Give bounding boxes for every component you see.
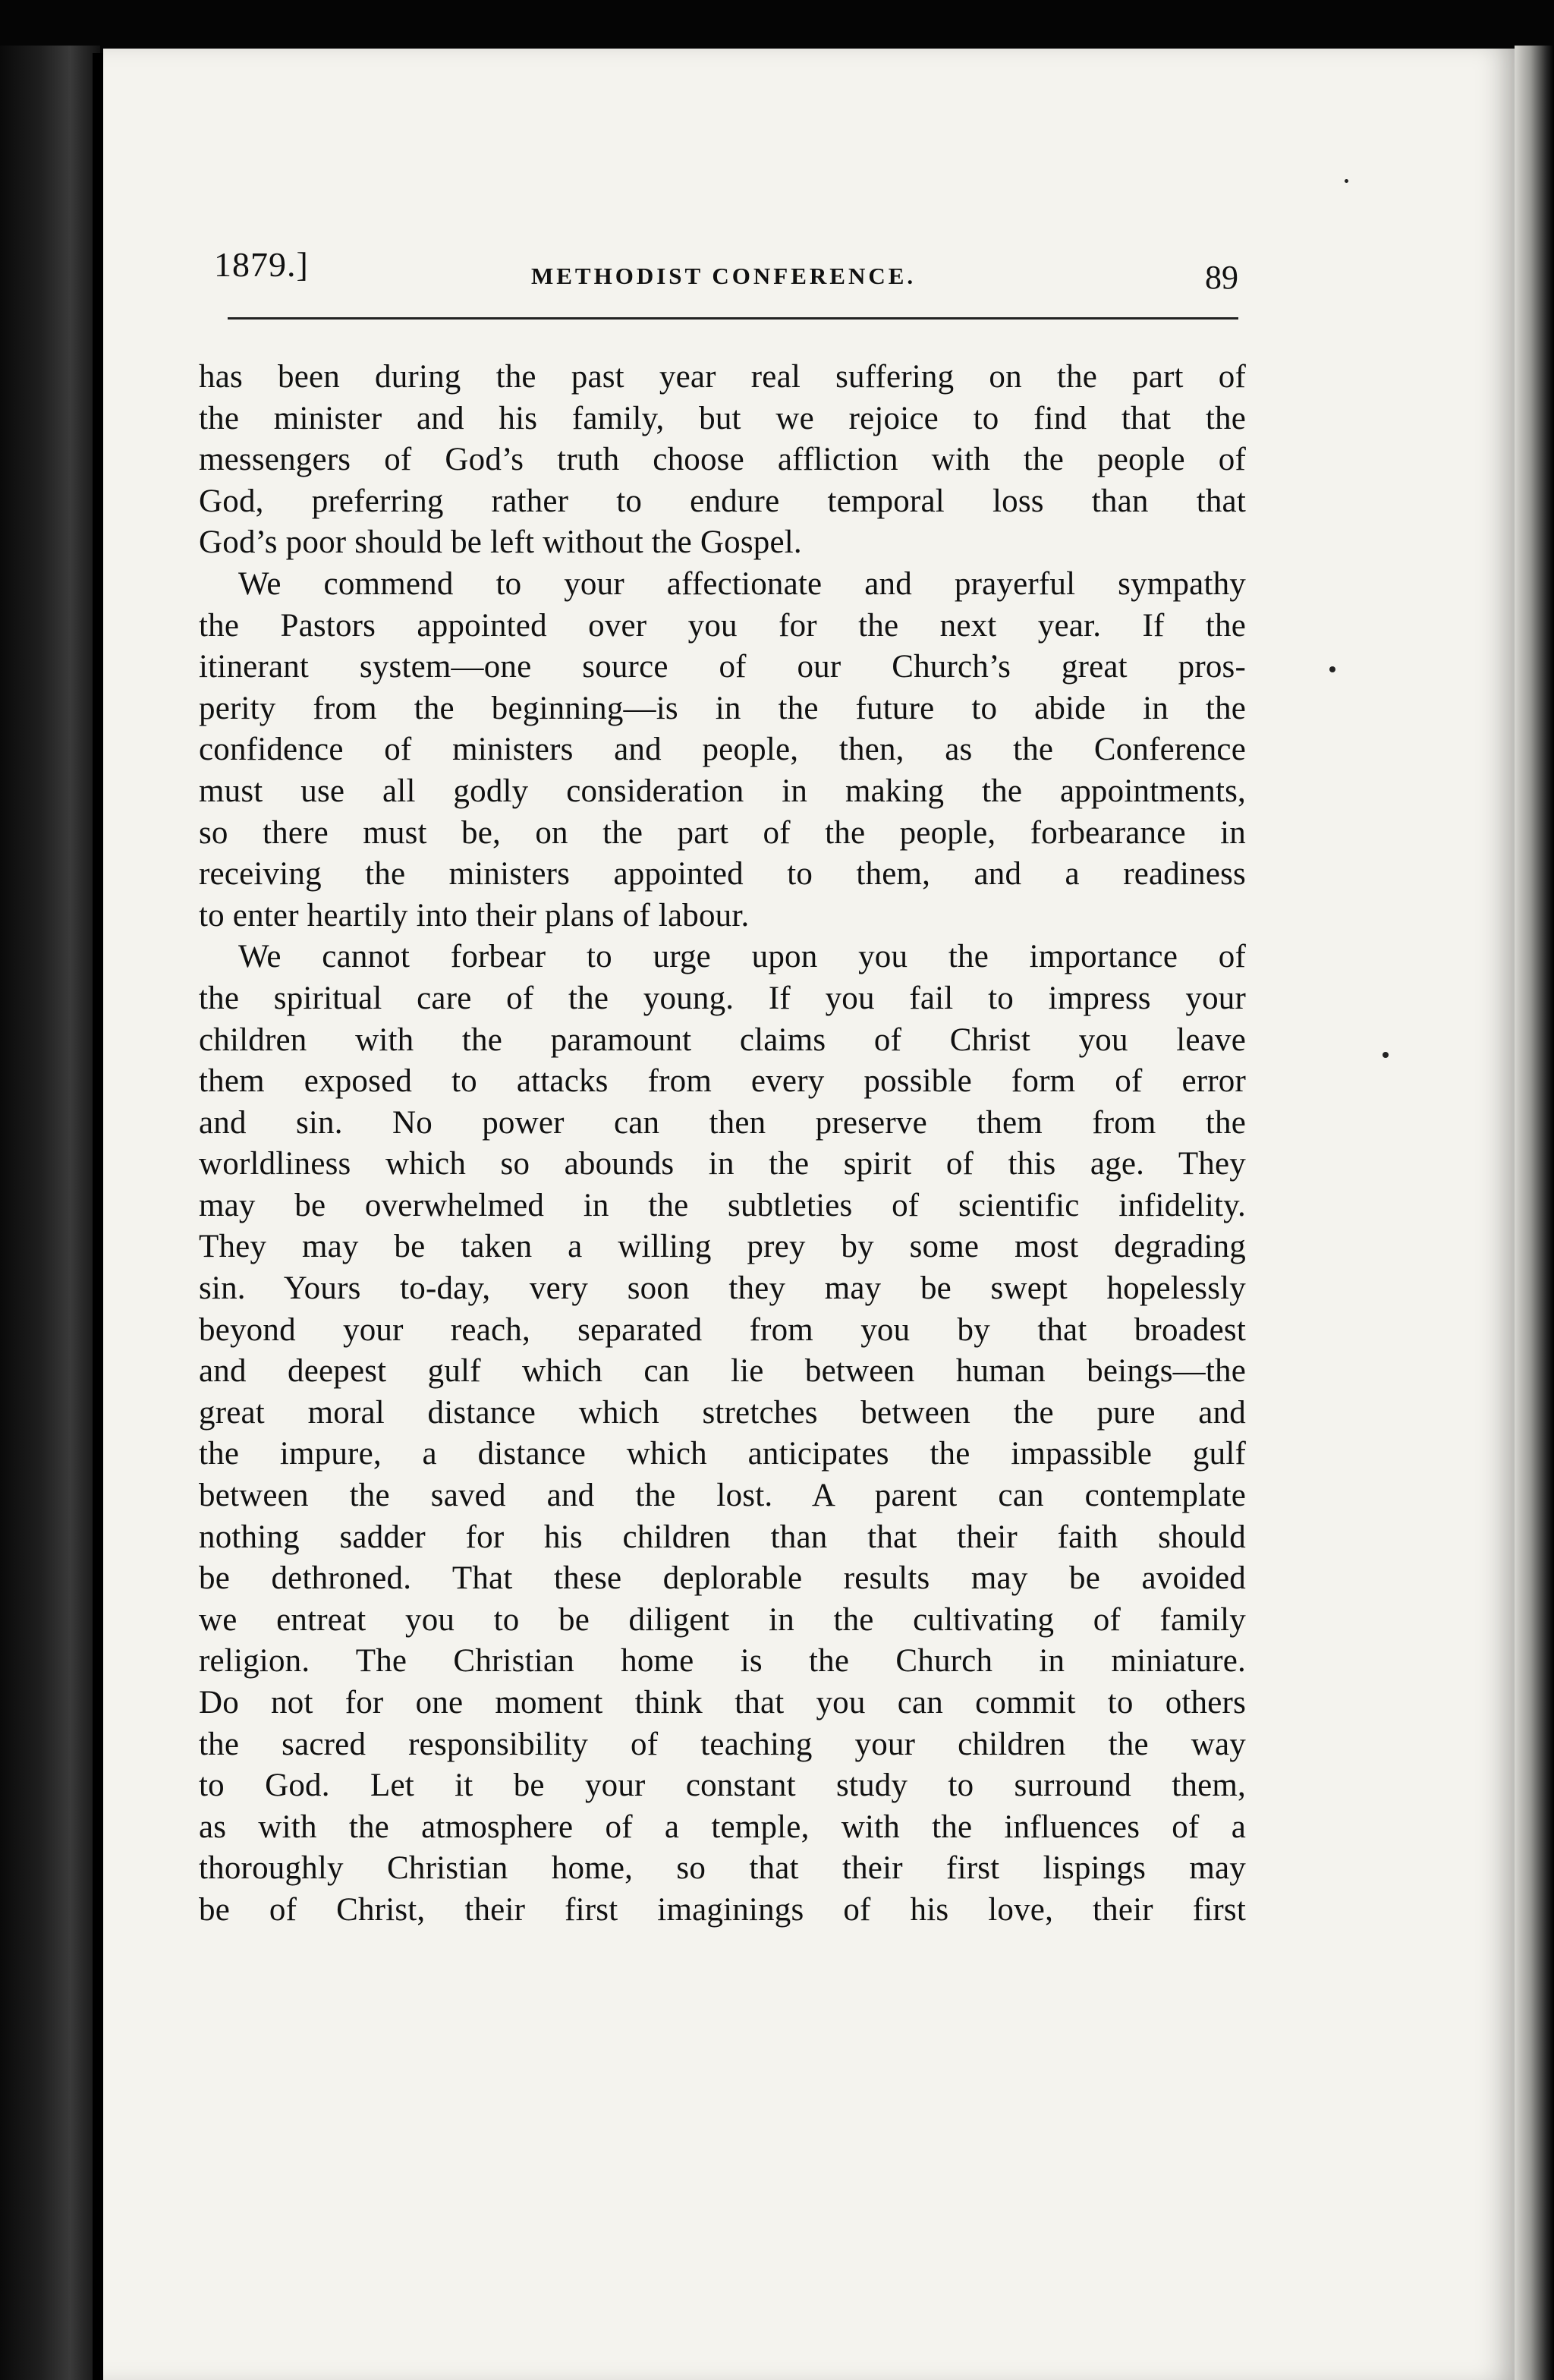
text-line: itinerant system—one source of our Church’s great pros-	[199, 649, 1246, 685]
text-line: and deepest gulf which can lie between human beings—the	[199, 1353, 1246, 1390]
text-line: may be overwhelmed in the subtleties of scientific infidelity.	[199, 1187, 1246, 1223]
text-line: perity from the beginning—is in the future to abide in the	[199, 690, 1246, 726]
text-line: beyond your reach, separated from you by that broadest	[199, 1311, 1246, 1348]
paragraph-1	[199, 357, 1246, 564]
text-line: be dethroned. That these deplorable results may be avoided	[199, 1560, 1246, 1597]
text-line: God, preferring rather to endure temporal loss than that	[199, 483, 1246, 519]
text-line: receiving the ministers appointed to them, and a readiness	[199, 856, 1246, 892]
text-line: and sin. No power can then preserve them from the	[199, 1104, 1246, 1141]
header-year: 1879.]	[214, 245, 309, 284]
text-line: so there must be, on the part of the people, forbearance in	[199, 814, 1246, 851]
header-rule	[228, 317, 1238, 320]
page-number: 89	[1205, 259, 1238, 296]
text-line: We commend to your affectionate and prayerful sympathy	[238, 565, 1246, 602]
scan-speck	[1383, 1052, 1389, 1058]
running-header	[206, 244, 1254, 305]
text-line: religion. The Christian home is the Church in miniature.	[199, 1643, 1246, 1680]
text-line: to enter heartily into their plans of labour.	[199, 897, 750, 933]
text-line: worldliness which so abounds in the spirit of this age. They	[199, 1146, 1246, 1182]
text-line: God’s poor should be left without the Gospel.	[199, 524, 802, 561]
text-line: the sacred responsibility of teaching your children the way	[199, 1726, 1246, 1762]
text-line: them exposed to attacks from every possible form of error	[199, 1063, 1246, 1100]
text-line: has been during the past year real suffering on the part of	[199, 359, 1246, 395]
text-line: nothing sadder for his children than that their faith should	[199, 1519, 1246, 1555]
body-text	[199, 357, 1246, 1931]
scan-speck	[1329, 666, 1335, 672]
text-line: the Pastors appointed over you for the next year. If the	[199, 607, 1246, 644]
text-line: children with the paramount claims of Christ you leave	[199, 1022, 1246, 1058]
text-line: the spiritual care of the young. If you fail to impress your	[199, 980, 1246, 1016]
text-line: be of Christ, their first imaginings of his love, their first	[199, 1891, 1246, 1928]
scan-speck	[1345, 179, 1348, 183]
text-line: sin. Yours to-day, very soon they may be swept hopelessly	[199, 1270, 1246, 1307]
text-line: We cannot forbear to urge upon you the importance of	[238, 939, 1246, 975]
text-line: confidence of ministers and people, then, as the Conference	[199, 732, 1246, 768]
text-line: Do not for one moment think that you can commit to others	[199, 1685, 1246, 1720]
text-line: between the saved and the lost. A parent can contemplate	[199, 1478, 1246, 1514]
text-line: the impure, a distance which anticipates the impassible gulf	[199, 1436, 1246, 1472]
book-spine	[93, 53, 103, 2380]
text-line: great moral distance which stretches between the pure and	[199, 1394, 1246, 1431]
text-line: They may be taken a willing prey by some most degrading	[199, 1229, 1246, 1265]
text-line: we entreat you to be diligent in the cultivating of family	[199, 1601, 1246, 1638]
text-line: as with the atmosphere of a temple, with the influences of a	[199, 1809, 1246, 1845]
text-line: must use all godly consideration in making the appointments,	[199, 773, 1246, 809]
text-line: messengers of God’s truth choose affliction with the people of	[199, 442, 1246, 478]
text-line: the minister and his family, but we rejoice to find that the	[199, 400, 1246, 436]
left-page-edge	[0, 46, 100, 2380]
page-right-edge	[1515, 46, 1554, 2380]
paragraph-3	[199, 937, 1246, 1931]
header-title: METHODIST CONFERENCE.	[531, 263, 917, 289]
text-line: thoroughly Christian home, so that their first lispings may	[199, 1850, 1246, 1887]
text-line: to God. Let it be your constant study to surround them,	[199, 1768, 1246, 1804]
paragraph-2	[199, 564, 1246, 937]
